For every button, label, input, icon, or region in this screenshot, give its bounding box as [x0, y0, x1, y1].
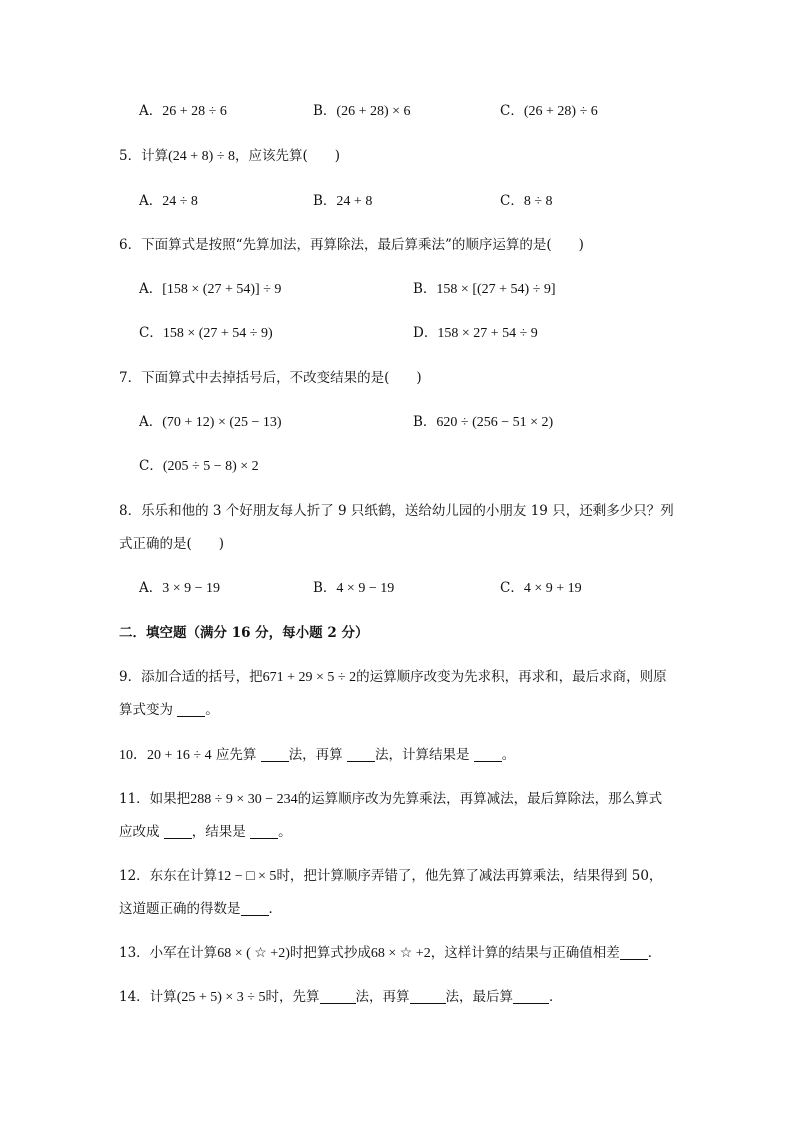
q5-option-a: A．24 ÷ 8: [139, 193, 198, 209]
q9-stem-line1: 9．添加合适的括号，把671 + 29 × 5 ÷ 2的运算顺序改变为先求积，再求和，最后求商，则原: [119, 669, 667, 685]
q6-option-c: C．158 × (27 + 54 ÷ 9): [139, 325, 273, 341]
q8-stem-line2: 式正确的是( ): [119, 536, 225, 552]
section-heading-fill-in: 二．填空题（满分 16 分，每小题 2 分）: [119, 625, 369, 641]
q10-blank-3[interactable]: [474, 746, 502, 762]
q9-stem-line2: 算式变为 。: [119, 702, 219, 718]
q7-option-c: C．(205 ÷ 5 − 8) × 2: [139, 458, 259, 474]
q6-option-a: A．[158 × (27 + 54)] ÷ 9: [139, 281, 282, 297]
q8-option-c: C．4 × 9 + 19: [500, 580, 582, 596]
q11-blank-2[interactable]: [250, 823, 278, 839]
q12-stem-line2: 这道题正确的得数是 ．: [119, 901, 282, 917]
q8-stem-line1: 8．乐乐和他的 3 个好朋友每人折了 9 只纸鹤，送给幼儿园的小朋友 19 只，还剩多少只？列: [119, 503, 674, 519]
q4-option-b: B．(26 + 28) × 6: [313, 103, 411, 119]
q14-blank-1[interactable]: [320, 988, 356, 1004]
q7-option-a: A．(70 + 12) × (25 − 13): [139, 414, 282, 430]
q4-option-a: A．26 + 28 ÷ 6: [139, 103, 227, 119]
q6-option-d: D．158 × 27 + 54 ÷ 9: [413, 325, 538, 341]
q9-answer-blank[interactable]: [177, 701, 205, 717]
q7-option-b: B．620 ÷ (256 − 51 × 2): [413, 414, 554, 430]
q5-option-c: C．8 ÷ 8: [500, 193, 553, 209]
q11-stem-line1: 11．如果把288 ÷ 9 × 30 − 234的运算顺序改为先算乘法，再算减法，最后算除法，那么算式: [119, 791, 663, 807]
q6-stem: 6．下面算式是按照“先算加法，再算除法，最后算乘法”的顺序运算的是( ): [119, 237, 584, 253]
q10-stem: 10．20 + 16 ÷ 4 应先算 法，再算 法，计算结果是 。: [119, 747, 516, 763]
q13-answer-blank[interactable]: [620, 944, 648, 960]
q8-option-b: B．4 × 9 − 19: [313, 580, 395, 596]
q7-stem: 7．下面算式中去掉括号后，不改变结果的是( ): [119, 370, 422, 386]
q10-blank-1[interactable]: [261, 746, 289, 762]
q14-stem: 14．计算(25 + 5) × 3 ÷ 5时，先算 法，再算 法，最后算 ．: [119, 989, 563, 1005]
q10-blank-2[interactable]: [347, 746, 375, 762]
q13-stem: 13．小军在计算68 × ( ☆ +2)时把算式抄成68 × ☆ +2，这样计算的结果与正确值相差 ．: [119, 945, 662, 961]
q6-option-b: B．158 × [(27 + 54) ÷ 9]: [413, 281, 556, 297]
q8-option-a: A．3 × 9 − 19: [139, 580, 221, 596]
q4-option-c: C．(26 + 28) ÷ 6: [500, 103, 598, 119]
q11-blank-1[interactable]: [164, 823, 192, 839]
q12-stem-line1: 12．东东在计算12 − □ × 5时，把计算顺序弄错了，他先算了减法再算乘法，结果得到 50，: [119, 868, 663, 884]
q12-answer-blank[interactable]: [241, 900, 269, 916]
q5-stem: 5．计算(24 + 8) ÷ 8，应该先算( ): [119, 148, 341, 164]
q11-stem-line2: 应改成 ，结果是 。: [119, 824, 292, 840]
q14-blank-2[interactable]: [410, 988, 446, 1004]
q14-blank-3[interactable]: [513, 988, 549, 1004]
q5-option-b: B．24 + 8: [313, 193, 373, 209]
